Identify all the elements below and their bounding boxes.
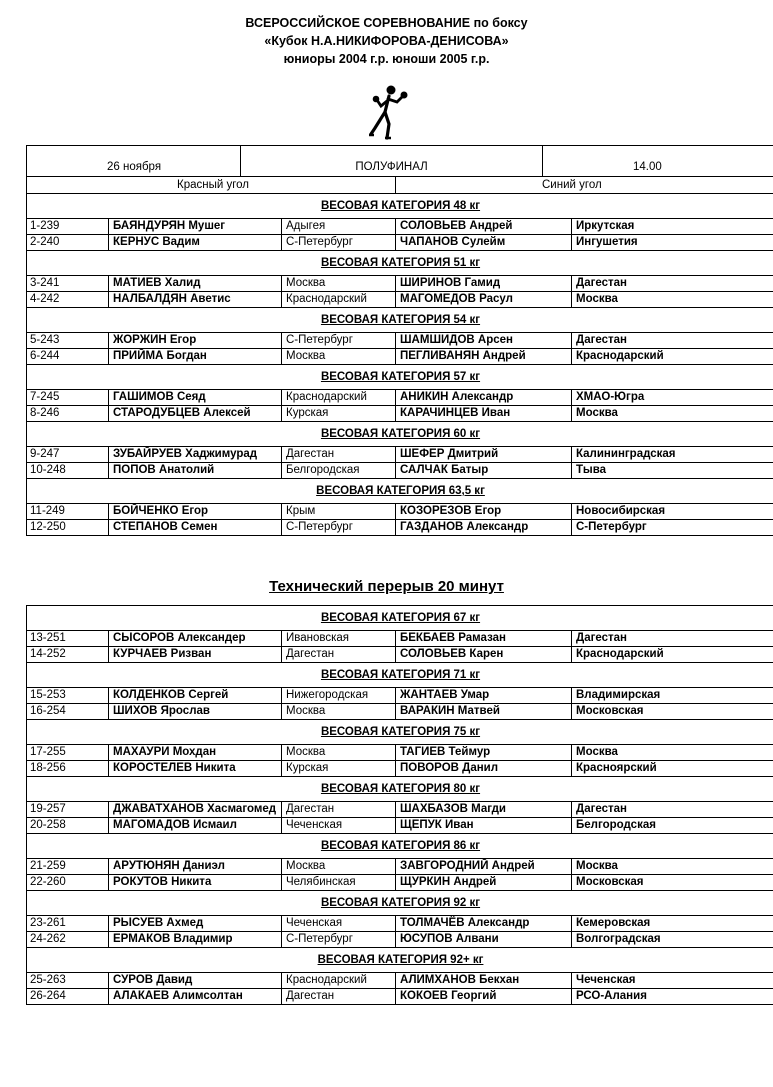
bout-number: 26-264	[27, 989, 109, 1004]
bout-number: 9-247	[27, 447, 109, 462]
blue-boxer-name: САЛЧАК Батыр	[396, 463, 572, 478]
red-boxer-name: РЫСУЕВ Ахмед	[109, 916, 282, 931]
bout-row	[27, 932, 773, 948]
weight-category-heading: ВЕСОВАЯ КАТЕГОРИЯ 63,5 кг	[27, 479, 773, 504]
blue-boxer-region: Дагестан	[576, 632, 627, 644]
bout-number: 5-243	[27, 333, 109, 348]
blue-boxer-region: ХМАО-Югра	[576, 391, 645, 403]
blue-boxer-region: Московская	[576, 876, 644, 888]
blue-boxer-region: Краснодарский	[576, 648, 664, 660]
blue-boxer-region: Белгородская	[576, 819, 656, 831]
red-boxer-region: Дагестан	[282, 989, 396, 1004]
blue-boxer-name: ВАРАКИН Матвей	[396, 704, 572, 719]
blue-boxer-name: БЕКБАЕВ Рамазан	[396, 631, 572, 646]
red-boxer-region: С-Петербург	[282, 520, 396, 535]
red-boxer-region: С-Петербург	[282, 235, 396, 250]
blue-boxer-name: ЧАПАНОВ Сулейм	[396, 235, 572, 250]
red-boxer-name: КОРОСТЕЛЕВ Никита	[109, 761, 282, 776]
blue-corner-label: Синий угол	[542, 179, 602, 191]
bout-number: 19-257	[27, 802, 109, 817]
red-boxer-region: С-Петербург	[282, 333, 396, 348]
bout-row	[27, 745, 773, 761]
red-boxer-region: Крым	[282, 504, 396, 519]
bout-number: 12-250	[27, 520, 109, 535]
bout-row	[27, 973, 773, 989]
competition-title: ВСЕРОССИЙСКОЕ СОРЕВНОВАНИЕ по боксу	[245, 16, 528, 30]
bracket-table-part2	[26, 605, 773, 1005]
red-boxer-region: Чеченская	[282, 818, 396, 833]
bout-number: 4-242	[27, 292, 109, 307]
red-boxer-region: Курская	[282, 761, 396, 776]
bout-row	[27, 406, 773, 422]
bout-number: 2-240	[27, 235, 109, 250]
blue-boxer-region: Волгоградская	[576, 933, 661, 945]
blue-boxer-name: ЗАВГОРОДНИЙ Андрей	[396, 859, 572, 874]
bout-number: 17-255	[27, 745, 109, 760]
blue-boxer-region: Калининградская	[576, 448, 676, 460]
session-stage: ПОЛУФИНАЛ	[241, 146, 543, 176]
red-boxer-name: РОКУТОВ Никита	[109, 875, 282, 890]
bout-number: 15-253	[27, 688, 109, 703]
bout-row	[27, 520, 773, 536]
age-groups: юниоры 2004 г.р. юноши 2005 г.р.	[283, 52, 490, 66]
bout-number: 10-248	[27, 463, 109, 478]
blue-boxer-region: Московская	[576, 705, 644, 717]
red-boxer-name: ЕРМАКОВ Владимир	[109, 932, 282, 947]
red-boxer-region: Москва	[282, 349, 396, 364]
bout-number: 22-260	[27, 875, 109, 890]
bout-row	[27, 989, 773, 1005]
red-boxer-name: КОЛДЕНКОВ Сергей	[109, 688, 282, 703]
blue-boxer-name: КОЗОРЕЗОВ Егор	[396, 504, 572, 519]
bout-number: 8-246	[27, 406, 109, 421]
blue-boxer-region: С-Петербург	[576, 521, 647, 533]
bout-row	[27, 761, 773, 777]
red-boxer-name: СТАРОДУБЦЕВ Алексей	[109, 406, 282, 421]
weight-category-heading: ВЕСОВАЯ КАТЕГОРИЯ 71 кг	[27, 663, 773, 688]
weight-category-heading: ВЕСОВАЯ КАТЕГОРИЯ 92 кг	[27, 891, 773, 916]
bout-row	[27, 688, 773, 704]
bout-row	[27, 818, 773, 834]
weight-category-heading: ВЕСОВАЯ КАТЕГОРИЯ 86 кг	[27, 834, 773, 859]
bout-number: 21-259	[27, 859, 109, 874]
red-boxer-region: Ивановская	[282, 631, 396, 646]
blue-boxer-region: Дагестан	[576, 803, 627, 815]
blue-boxer-region: Москва	[576, 407, 618, 419]
session-time: 14.00	[633, 161, 662, 173]
weight-category-heading: ВЕСОВАЯ КАТЕГОРИЯ 75 кг	[27, 720, 773, 745]
red-boxer-name: СТЕПАНОВ Семен	[109, 520, 282, 535]
weight-category-heading: ВЕСОВАЯ КАТЕГОРИЯ 48 кг	[27, 194, 773, 219]
weight-category-heading: ВЕСОВАЯ КАТЕГОРИЯ 80 кг	[27, 777, 773, 802]
bout-number: 6-244	[27, 349, 109, 364]
red-boxer-region: Москва	[282, 745, 396, 760]
red-boxer-name: МАХАУРИ Мохдан	[109, 745, 282, 760]
bout-row	[27, 333, 773, 349]
bout-number: 20-258	[27, 818, 109, 833]
red-boxer-region: Адыгея	[282, 219, 396, 234]
bout-number: 7-245	[27, 390, 109, 405]
session-date: 26 ноября	[27, 146, 241, 176]
corners-row	[27, 177, 773, 194]
bout-number: 18-256	[27, 761, 109, 776]
bout-number: 14-252	[27, 647, 109, 662]
bout-number: 13-251	[27, 631, 109, 646]
red-boxer-region: Нижегородская	[282, 688, 396, 703]
bout-row	[27, 875, 773, 891]
red-boxer-region: Белгородская	[282, 463, 396, 478]
red-boxer-name: МАГОМАДОВ Исмаил	[109, 818, 282, 833]
blue-boxer-name: ГАЗДАНОВ Александр	[396, 520, 572, 535]
red-boxer-region: Дагестан	[282, 447, 396, 462]
bout-row	[27, 859, 773, 875]
red-boxer-region: Краснодарский	[282, 390, 396, 405]
bout-row	[27, 802, 773, 818]
bout-row	[27, 235, 773, 251]
red-boxer-name: ПРИЙМА Богдан	[109, 349, 282, 364]
red-boxer-region: Дагестан	[282, 647, 396, 662]
blue-boxer-name: ПЕГЛИВАНЯН Андрей	[396, 349, 572, 364]
blue-boxer-name: ЮСУПОВ Алвани	[396, 932, 572, 947]
bout-row	[27, 463, 773, 479]
bout-number: 3-241	[27, 276, 109, 291]
red-boxer-name: БОЙЧЕНКО Егор	[109, 504, 282, 519]
red-boxer-name: КЕРНУС Вадим	[109, 235, 282, 250]
blue-boxer-name: ТАГИЕВ Теймур	[396, 745, 572, 760]
red-boxer-name: ШИХОВ Ярослав	[109, 704, 282, 719]
bout-number: 25-263	[27, 973, 109, 988]
red-boxer-name: БАЯНДУРЯН Мушег	[109, 219, 282, 234]
bout-row	[27, 647, 773, 663]
blue-boxer-name: ТОЛМАЧЁВ Александр	[396, 916, 572, 931]
red-boxer-name: АЛАКАЕВ Алимсолтан	[109, 989, 282, 1004]
blue-boxer-region: Ингушетия	[576, 236, 638, 248]
blue-boxer-name: ПОВОРОВ Данил	[396, 761, 572, 776]
weight-category-heading: ВЕСОВАЯ КАТЕГОРИЯ 60 кг	[27, 422, 773, 447]
red-boxer-region: Челябинская	[282, 875, 396, 890]
red-boxer-region: Москва	[282, 859, 396, 874]
red-boxer-region: Дагестан	[282, 802, 396, 817]
weight-category-heading: ВЕСОВАЯ КАТЕГОРИЯ 51 кг	[27, 251, 773, 276]
blue-boxer-region: Тыва	[576, 464, 607, 476]
red-boxer-region: Курская	[282, 406, 396, 421]
blue-boxer-region: Чеченская	[576, 974, 636, 986]
technical-break: Технический перерыв 20 минут	[269, 578, 504, 595]
red-boxer-region: С-Петербург	[282, 932, 396, 947]
blue-boxer-region: Новосибирская	[576, 505, 666, 517]
weight-category-heading: ВЕСОВАЯ КАТЕГОРИЯ 54 кг	[27, 308, 773, 333]
bout-row	[27, 447, 773, 463]
blue-boxer-region: Краснодарский	[576, 350, 664, 362]
blue-boxer-region: Красноярский	[576, 762, 657, 774]
bout-number: 16-254	[27, 704, 109, 719]
red-boxer-region: Москва	[282, 276, 396, 291]
bout-row	[27, 349, 773, 365]
red-boxer-name: МАТИЕВ Халид	[109, 276, 282, 291]
blue-boxer-region: Иркутская	[576, 220, 635, 232]
red-boxer-name: ЗУБАЙРУЕВ Хаджимурад	[109, 447, 282, 462]
blue-boxer-region: Кемеровская	[576, 917, 651, 929]
red-boxer-region: Чеченская	[282, 916, 396, 931]
weight-category-heading: ВЕСОВАЯ КАТЕГОРИЯ 67 кг	[27, 605, 773, 631]
red-boxer-name: АРУТЮНЯН Даниэл	[109, 859, 282, 874]
blue-boxer-region: Дагестан	[576, 334, 627, 346]
blue-boxer-name: КОКОЕВ Георгий	[396, 989, 572, 1004]
red-boxer-region: Краснодарский	[282, 292, 396, 307]
blue-boxer-name: ЩУРКИН Андрей	[396, 875, 572, 890]
bout-row	[27, 704, 773, 720]
bout-row	[27, 276, 773, 292]
blue-boxer-name: СОЛОВЬЕВ Карен	[396, 647, 572, 662]
weight-category-heading: ВЕСОВАЯ КАТЕГОРИЯ 92+ кг	[27, 948, 773, 973]
red-boxer-name: СУРОВ Давид	[109, 973, 282, 988]
blue-boxer-region: Дагестан	[576, 277, 627, 289]
blue-boxer-name: СОЛОВЬЕВ Андрей	[396, 219, 572, 234]
bout-number: 23-261	[27, 916, 109, 931]
bout-row	[27, 916, 773, 932]
blue-boxer-region: Москва	[576, 860, 618, 872]
bout-number: 11-249	[27, 504, 109, 519]
blue-boxer-name: АНИКИН Александр	[396, 390, 572, 405]
blue-boxer-region: Москва	[576, 746, 618, 758]
bout-row	[27, 631, 773, 647]
red-corner-label: Красный угол	[27, 177, 396, 193]
bout-number: 24-262	[27, 932, 109, 947]
blue-boxer-name: ЩЕПУК Иван	[396, 818, 572, 833]
bout-row	[27, 219, 773, 235]
blue-boxer-name: ЖАНТАЕВ Умар	[396, 688, 572, 703]
blue-boxer-name: ШИРИНОВ Гамид	[396, 276, 572, 291]
bout-row	[27, 504, 773, 520]
blue-boxer-name: КАРАЧИНЦЕВ Иван	[396, 406, 572, 421]
bracket-table-part1	[26, 145, 773, 536]
session-row	[27, 145, 773, 177]
red-boxer-region: Краснодарский	[282, 973, 396, 988]
red-boxer-name: СЫСОРОВ Александер	[109, 631, 282, 646]
bout-row	[27, 390, 773, 406]
blue-boxer-name: ШЕФЕР Дмитрий	[396, 447, 572, 462]
red-boxer-region: Москва	[282, 704, 396, 719]
document-header	[0, 14, 773, 68]
blue-boxer-name: АЛИМХАНОВ Бекхан	[396, 973, 572, 988]
blue-boxer-region: РСО-Алания	[576, 990, 647, 1002]
blue-boxer-name: ШАХБАЗОВ Магди	[396, 802, 572, 817]
red-boxer-name: ЖОРЖИН Егор	[109, 333, 282, 348]
weight-category-heading: ВЕСОВАЯ КАТЕГОРИЯ 57 кг	[27, 365, 773, 390]
boxer-emblem-icon	[365, 84, 409, 140]
blue-boxer-region: Москва	[576, 293, 618, 305]
bout-row	[27, 292, 773, 308]
red-boxer-name: ДЖАВАТХАНОВ Хасмагомед	[109, 802, 282, 817]
blue-boxer-name: МАГОМЕДОВ Расул	[396, 292, 572, 307]
red-boxer-name: ГАШИМОВ Сеяд	[109, 390, 282, 405]
blue-boxer-name: ШАМШИДОВ Арсен	[396, 333, 572, 348]
red-boxer-name: КУРЧАЕВ Ризван	[109, 647, 282, 662]
blue-boxer-region: Владимирская	[576, 689, 661, 701]
bout-number: 1-239	[27, 219, 109, 234]
red-boxer-name: ПОПОВ Анатолий	[109, 463, 282, 478]
cup-title: «Кубок Н.А.НИКИФОРОВА-ДЕНИСОВА»	[264, 34, 509, 48]
red-boxer-name: НАЛБАЛДЯН Аветис	[109, 292, 282, 307]
